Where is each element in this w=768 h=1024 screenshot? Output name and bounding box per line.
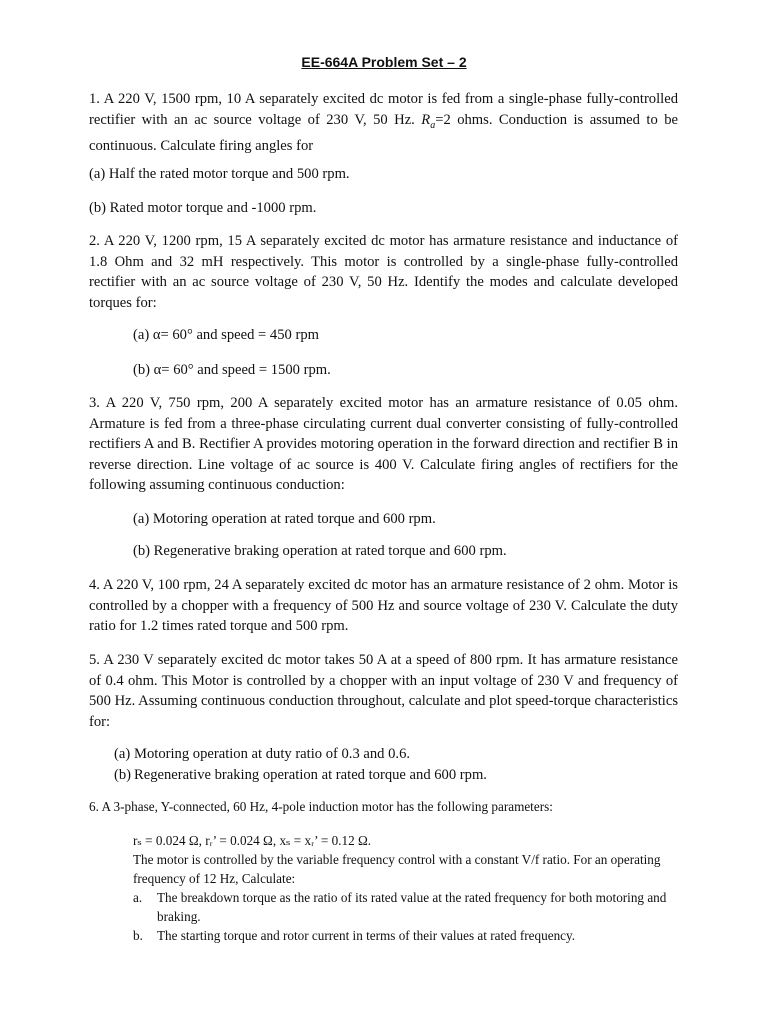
page-title: EE-664A Problem Set – 2: [301, 54, 467, 70]
problem-1: [89, 89, 678, 156]
problem-5-part-b-label: (b): [114, 767, 132, 783]
problem-1-part-a: (a) Half the rated motor torque and 500 rpm.: [89, 166, 350, 182]
problem-6-part-a-text: The breakdown torque as the ratio of its rated value at the rated frequency for both motoring and braking.: [157, 890, 667, 924]
problem-1-part-b: (b) Rated motor torque and -1000 rpm.: [89, 200, 317, 216]
problem-3: 3. A 220 V, 750 rpm, 200 A separately excited motor has an armature resistance of 0.05 ohm. Armature is fed from a three-phase circulating current dual converter consisting of fully-controlled rectifiers A and B. Rectifier A provides motoring operation in the forward direction and rectifier B in reverse direction. Line voltage of ac source is 400 V. Calculate firing angles of rectifiers for the following assuming continuous conduction:: [89, 395, 678, 493]
problem-4: 4. A 220 V, 100 rpm, 24 A separately excited dc motor has an armature resistance of 2 ohm. Motor is controlled by a chopper with a frequency of 500 Hz and source voltage of 230 V. Calculate the duty ratio for 1.2 times rated torque and 500 rpm.: [89, 577, 678, 634]
problem-5-part-a-label: (a): [114, 746, 131, 762]
problem-6-description: The motor is controlled by the variable frequency control with a constant V/f ratio. For an operating frequency of 12 Hz, Calculate:: [133, 852, 661, 886]
problem-1-text-b: =2 ohms. Conduction is assumed to be continuous. Calculate firing angles for: [89, 111, 678, 154]
problem-5-part-b-text: Regenerative braking operation at rated torque and 600 rpm.: [134, 767, 487, 783]
problem-6-part-a: [133, 888, 678, 926]
problem-6-part-b: [133, 926, 678, 945]
problem-2: 2. A 220 V, 1200 rpm, 15 A separately excited dc motor has armature resistance and inductance of 1.8 Ohm and 32 mH respectively. This motor is controlled by a single-phase fully-controlled rectifier with an ac source voltage of 230 V, 50 Hz. Identify the modes and calculate developed torques for:: [89, 233, 678, 311]
problem-5-part-a: [114, 744, 410, 765]
problem-6-part-a-label: a.: [133, 890, 143, 905]
ra-subscript: a: [430, 119, 436, 131]
problem-5: 5. A 230 V separately excited dc motor takes 50 A at a speed of 800 rpm. It has armature resistance of 0.4 ohm. This Motor is controlled by a chopper with an input voltage of 230 V and frequency of 500 Hz. Assuming continuous conduction throughout, calculate and plot speed-torque characteristics for:: [89, 652, 678, 730]
problem-3-part-a: (a) Motoring operation at rated torque and 600 rpm.: [133, 511, 436, 527]
problem-3-part-b: (b) Regenerative braking operation at rated torque and 600 rpm.: [133, 543, 507, 559]
ra-symbol: R: [421, 111, 431, 128]
problem-1-text-a: 1. A 220 V, 1500 rpm, 10 A separately excited dc motor is fed from a single-phase fully-controlled rectifier with an ac source voltage of 230 V, 50 Hz.: [89, 91, 678, 128]
problem-2-part-b: (b) α= 60° and speed = 1500 rpm.: [133, 362, 331, 378]
problem-6: 6. A 3-phase, Y-connected, 60 Hz, 4-pole induction motor has the following parameters:: [89, 799, 553, 814]
problem-2-part-a: (a) α= 60° and speed = 450 rpm: [133, 327, 319, 343]
problem-6-part-b-text: The starting torque and rotor current in terms of their values at rated frequency.: [157, 928, 576, 943]
problem-6-params: rₛ = 0.024 Ω, rᵣ’ = 0.024 Ω, xₛ = xᵣ’ = 0.12 Ω.: [133, 833, 372, 848]
problem-6-part-b-label: b.: [133, 928, 143, 943]
problem-5-part-b: [114, 765, 487, 786]
problem-5-part-a-text: Motoring operation at duty ratio of 0.3 and 0.6.: [134, 746, 411, 762]
